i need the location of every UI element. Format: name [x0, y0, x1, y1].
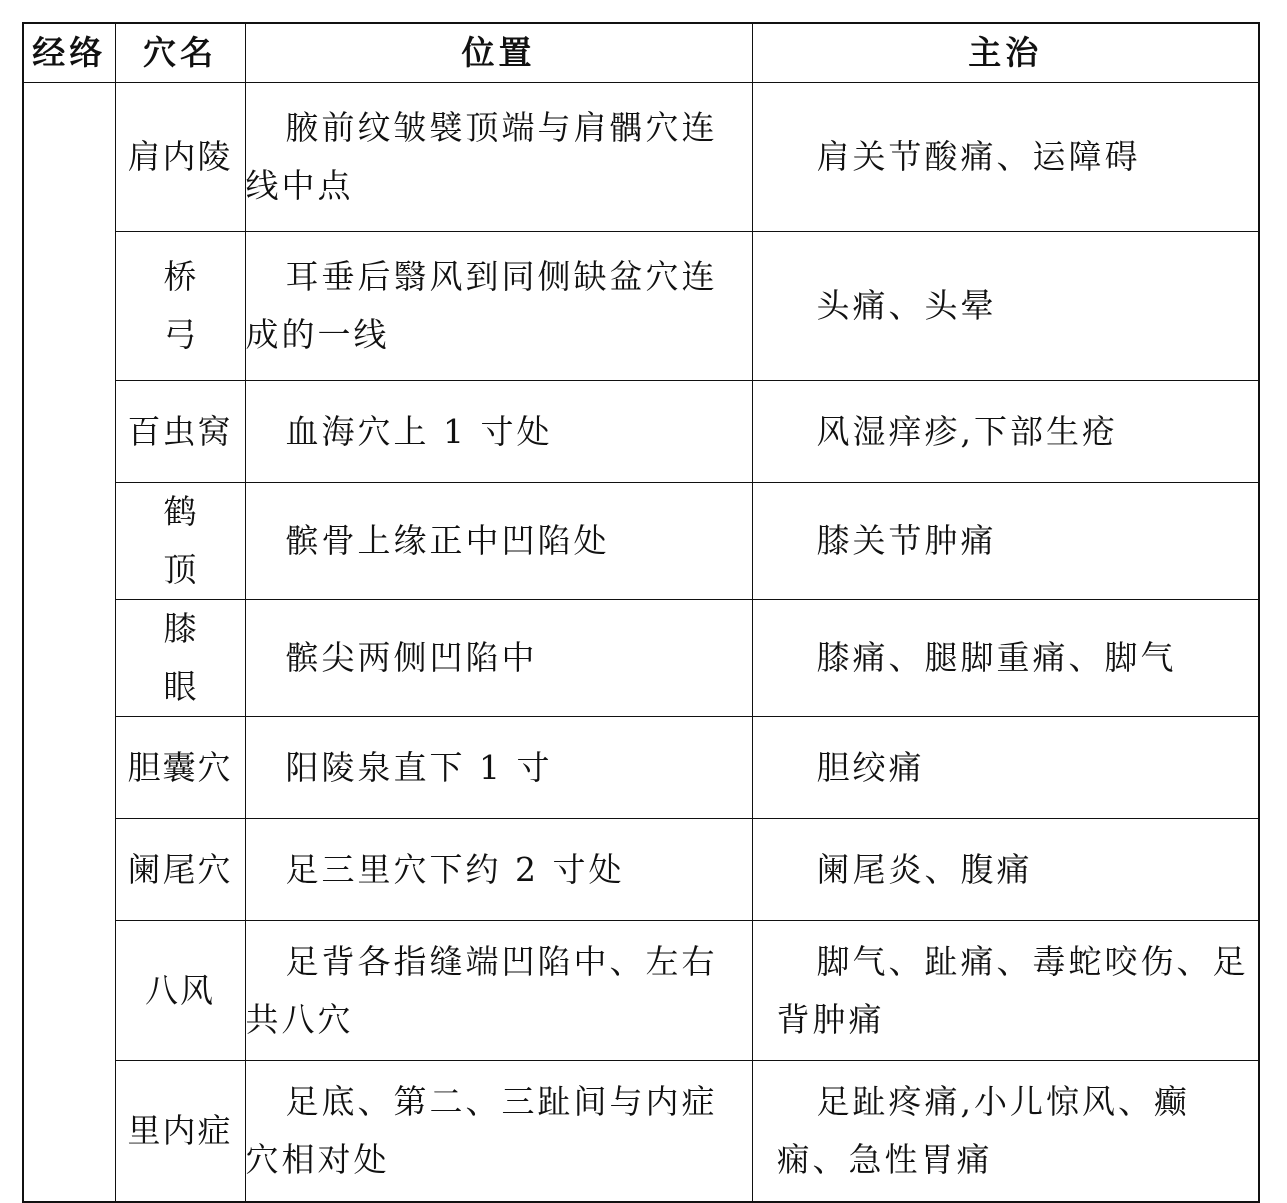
header-meridian: 经络 [23, 23, 115, 83]
table-row [23, 381, 1259, 483]
point-name: 百虫窝 [115, 381, 245, 483]
point-indication: 膝痛、腿脚重痛、脚气 [752, 600, 1259, 717]
point-name: 里内症 [115, 1061, 245, 1203]
table-row [23, 1061, 1259, 1203]
table-row [23, 819, 1259, 921]
point-location: 髌尖两侧凹陷中 [245, 600, 752, 717]
header-row [23, 23, 1259, 83]
point-indication: 肩关节酸痛、运障碍 [752, 83, 1259, 232]
point-name: 肩内陵 [115, 83, 245, 232]
acupoint-table [22, 22, 1260, 1203]
point-indication: 阑尾炎、腹痛 [752, 819, 1259, 921]
point-indication: 胆绞痛 [752, 717, 1259, 819]
table-row [23, 921, 1259, 1061]
point-location: 足三里穴下约 2 寸处 [245, 819, 752, 921]
point-indication: 膝关节肿痛 [752, 483, 1259, 600]
point-indication: 脚气、趾痛、毒蛇咬伤、足背肿痛 [752, 921, 1259, 1061]
point-name: 膝眼 [115, 600, 245, 717]
point-location: 腋前纹皱襞顶端与肩髃穴连线中点 [245, 83, 752, 232]
meridian-cell [23, 83, 115, 1203]
header-name: 穴名 [115, 23, 245, 83]
point-location: 阳陵泉直下 1 寸 [245, 717, 752, 819]
point-location: 髌骨上缘正中凹陷处 [245, 483, 752, 600]
point-name: 桥弓 [115, 232, 245, 381]
point-indication: 足趾疼痛,小儿惊风、癫痫、急性胃痛 [752, 1061, 1259, 1203]
point-name: 八风 [115, 921, 245, 1061]
point-location: 足背各指缝端凹陷中、左右共八穴 [245, 921, 752, 1061]
header-location: 位置 [245, 23, 752, 83]
table-row [23, 232, 1259, 381]
table-row [23, 83, 1259, 232]
table-row [23, 717, 1259, 819]
table-row [23, 600, 1259, 717]
point-location: 耳垂后翳风到同侧缺盆穴连成的一线 [245, 232, 752, 381]
header-indication: 主治 [752, 23, 1259, 83]
point-name: 鹤顶 [115, 483, 245, 600]
point-name: 胆囊穴 [115, 717, 245, 819]
point-location: 血海穴上 1 寸处 [245, 381, 752, 483]
point-indication: 头痛、头晕 [752, 232, 1259, 381]
table-row [23, 483, 1259, 600]
point-indication: 风湿痒疹,下部生疮 [752, 381, 1259, 483]
point-location: 足底、第二、三趾间与内症穴相对处 [245, 1061, 752, 1203]
point-name: 阑尾穴 [115, 819, 245, 921]
